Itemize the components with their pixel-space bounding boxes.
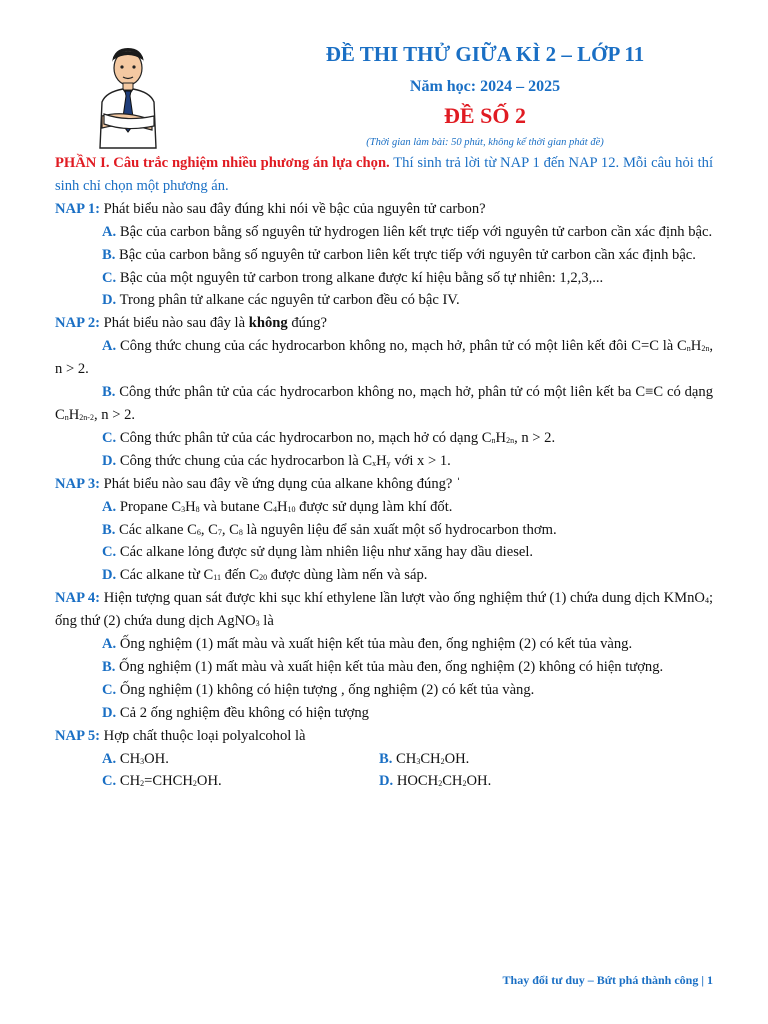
question-1-option-b: B. Bậc của carbon bằng số nguyên tử carbon liên kết trực tiếp với nguyên tử carbon cần xác định bậc. [102, 246, 696, 263]
footer-slogan: Thay đổi tư duy – Bứt phá thành công [502, 973, 699, 987]
exam-content [55, 152, 713, 793]
teacher-mascot-icon [94, 44, 160, 150]
question-4-option-d: D. Cả 2 ống nghiệm đều không có hiện tượng [102, 704, 369, 721]
question-5-option-a: A. $CH_3OH$. [102, 750, 169, 767]
question-5-option-b: B. $CH_3CH_2OH$. [379, 750, 470, 767]
part1-title: PHẦN I. Câu trắc nghiệm nhiều phương án lựa chọn. [55, 155, 390, 171]
question-3-option-a: A. Propane $C_3H_8$ và butane $C_4H_{10}$ được sử dụng làm khí đốt. [102, 498, 453, 515]
question-5-option-d: D. $HOCH_2CH_2OH$. [379, 773, 492, 790]
question-2-label: NAP 2: [55, 315, 100, 332]
question-3: NAP 3: Phát biểu nào sau đây về ứng dụng của alkane không đúng? ˈ [55, 475, 461, 492]
part1-instruction: Thí sinh trả lời từ NAP 1 đến NAP 12. Mỗi câu hỏi thí sinh chỉ chọn một phương án. [55, 155, 713, 194]
question-3-option-d: D. Các alkane từ $C_{11}$ đến $C_{20}$ được dùng làm nến và sáp. [102, 567, 428, 584]
question-4: NAP 4: Hiện tượng quan sát được khi sục khí ethylene lần lượt vào ống nghiệm thứ (1) chứa dung dịch KMnO$_4$; ống thứ (2) chứa dung dịch AgNO$_3$ là [55, 590, 713, 630]
question-1-option-a: A. Bậc của carbon bằng số nguyên tử hydrogen liên kết trực tiếp với nguyên tử carbon cần xác định bậc. [102, 223, 713, 240]
question-1-text: Phát biểu nào sau đây đúng khi nói về bậc của nguyên tử carbon? [100, 200, 486, 217]
question-5-label: NAP 5: [55, 727, 100, 744]
school-year: Năm học: 2024 – 2025 [409, 78, 561, 95]
question-5: NAP 5: Hợp chất thuộc loại polyalcohol là [55, 727, 306, 744]
question-2-option-d: D. Công thức chung của các hydrocarbon là $C_xH_y$ với x > 1. [102, 452, 451, 469]
exam-code: ĐỀ SỐ 2 [444, 103, 526, 128]
question-2: NAP 2: Phát biểu nào sau đây là không đúng? [55, 315, 328, 332]
question-4-option-c: C. Ống nghiệm (1) không có hiện tượng , ống nghiệm (2) có kết tủa vàng. [102, 681, 535, 698]
question-5-option-c: C. $CH_2=CHCH_2OH$. [102, 773, 222, 790]
question-2-option-a: A. Công thức chung của các hydrocarbon không no, mạch hở, phân tử có một liên kết đôi C=C là $C_nH_{2n}$, n > 2. [55, 338, 713, 378]
question-5-row-2 [55, 770, 713, 793]
exam-timing: (Thời gian làm bài: 50 phút, không kể thời gian phát đề) [366, 137, 604, 148]
footer-separator: | [698, 973, 707, 987]
question-4-label: NAP 4: [55, 590, 101, 607]
question-3-option-c: C. Các alkane lỏng được sử dụng làm nhiên liệu như xăng hay dầu diesel. [102, 544, 534, 561]
question-5-row-1 [55, 748, 713, 771]
question-2-option-c: C. Công thức phân tử của các hydrocarbon no, mạch hở có dạng $C_nH_{2n}$, n > 2. [102, 429, 556, 446]
question-3-label: NAP 3: [55, 475, 100, 492]
page-footer [503, 973, 713, 988]
question-1-option-d: D. Trong phân tử alkane các nguyên tử carbon đều có bậc IV. [102, 292, 460, 309]
part1-heading [55, 152, 713, 198]
question-4-option-b: B. Ống nghiệm (1) mất màu và xuất hiện kết tủa màu đen, ống nghiệm (2) không có hiện tượng. [102, 658, 664, 675]
question-2-option-b: B. Công thức phân tử của các hydrocarbon không no, mạch hở, phân tử có một liên kết ba C≡C có dạng $C_nH_{2n-2}$, n > 2. [55, 384, 713, 423]
exam-title: ĐỀ THI THỬ GIỮA KÌ 2 – LỚP 11 [325, 42, 645, 66]
question-1 [55, 198, 713, 221]
question-3-option-b: B. Các alkane $C_6$, $C_7$, $C_8$ là nguyên liệu để sản xuất một số hydrocarbon thơm. [102, 521, 557, 538]
question-1-option-c: C. Bậc của một nguyên tử carbon trong alkane được kí hiệu bằng số tự nhiên: 1,2,3,... [102, 269, 604, 286]
question-4-option-a: A. Ống nghiệm (1) mất màu và xuất hiện kết tủa màu đen, ống nghiệm (2) có kết tủa vàng. [102, 636, 633, 653]
question-1-label: NAP 1: [55, 200, 100, 217]
page-number: 1 [707, 973, 713, 987]
